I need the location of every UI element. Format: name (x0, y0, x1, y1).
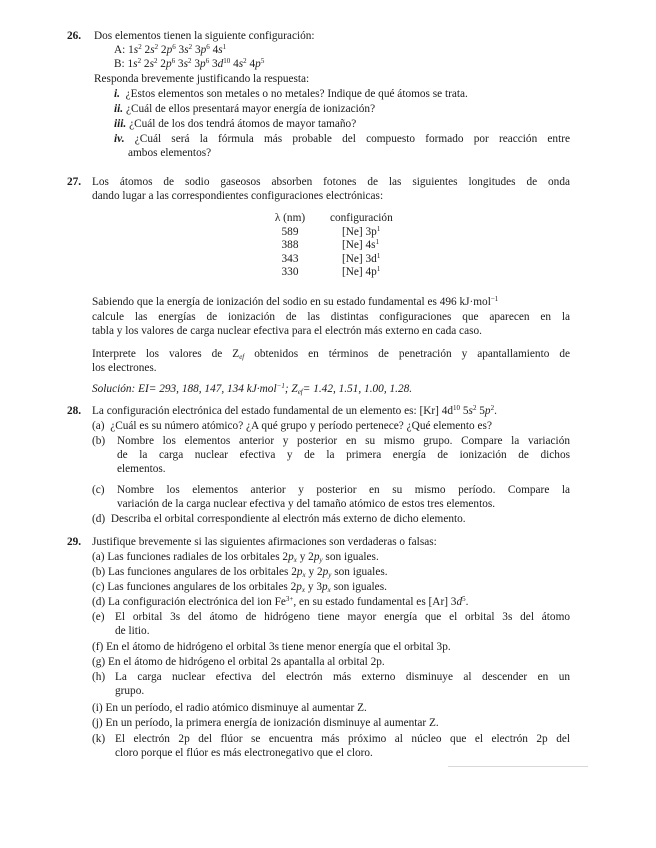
question-28-a: (a) ¿Cuál es su número atómico? ¿A qué grupo y período pertenece? ¿Qué elemento es? (92, 420, 492, 432)
question-29-e-line2: de litio. (115, 625, 150, 637)
table-header-config: configuración (330, 212, 393, 224)
question-27-para1-line1: Sabiendo que la energía de ionización del sodio en su estado fundamental es 496 kJ·mol$^{-1}$ (92, 295, 499, 308)
question-27-number: 27. (67, 176, 82, 188)
question-28-b-line2: de la carga nuclear efectiva y de la primera energía de ionización de dichos (117, 449, 570, 461)
table-row: 330 [Ne] $4p^1$ (281, 265, 381, 278)
question-28-c-line1: Nombre los elementos anterior y posterior en su mismo período. Compare la (117, 484, 570, 496)
question-29-e-label: (e) (92, 611, 105, 623)
question-29-stem: Justifique brevemente si las siguientes afirmaciones son verdaderas o falsas: (92, 536, 437, 548)
question-29-d: (d) La configuración electrónica del ion $Fe^{3+}$, en su estado fundamental es [Ar] $3d^5$. (92, 595, 469, 608)
question-26-number: 26. (67, 30, 82, 42)
table-header-lambda: λ (nm) (274, 212, 306, 224)
wavelength-table (260, 212, 432, 280)
question-28-b-line3: elementos. (117, 463, 166, 475)
question-28-number: 28. (67, 405, 82, 417)
config-b: B: $1s^2$ $2s^2$ $2p^6$ $3s^2$ $3p^6$ $3d^{10}$ $4s^2$ $4p^5$ (114, 57, 265, 70)
question-28-d: (d) Describa el orbital correspondiente al electrón más externo de dicho elemento. (92, 513, 466, 525)
question-29-k-line1: El electrón 2p del flúor se encuentra más próximo al núcleo que el electrón 2p del (115, 733, 570, 745)
question-29-j: (j) En un período, la primera energía de ionización disminuye al aumentar Z. (92, 717, 439, 729)
question-27-line1: Los átomos de sodio gaseosos absorben fotones de las siguientes longitudes de onda (92, 176, 570, 188)
table-row: 388 [Ne] $4s^1$ (281, 238, 380, 251)
question-27-solution: Solución: EI= 293, 188, 147, 134 kJ·mol$^{-1}$; $Z_{ef}= 1.42$, 1.51, 1.00, 1.28. (92, 382, 413, 396)
question-29-k-label: (k) (92, 733, 106, 745)
question-29-k-line2: cloro porque el flúor es más electronegativo que el cloro. (115, 747, 373, 759)
question-28-b-label: (b) (92, 435, 106, 447)
question-29-f: (f) En el átomo de hidrógeno el orbital 3s tiene menor energía que el orbital 3p. (92, 641, 451, 653)
table-row: 589 [Ne] $3p^1$ (281, 224, 381, 238)
question-26-respond: Responda brevemente justificando la respuesta: (94, 73, 310, 85)
question-28-b-line1: Nombre los elementos anterior y posterior en su mismo grupo. Compare la variación (117, 435, 570, 447)
question-29-h-line2: grupo. (115, 685, 145, 697)
question-26-item-iv-cont: ambos elementos? (128, 147, 212, 159)
question-26-stem: Dos elementos tienen la siguiente configuración: (94, 30, 315, 42)
question-26-item-iii: iii. ¿Cuál de los dos tendrá átomos de mayor tamaño? (114, 118, 357, 130)
question-29-h-line1: La carga nuclear efectiva del electrón más externo disminuye al descender en un (115, 671, 570, 683)
question-29-g: (g) En el átomo de hidrógeno el orbital 2s apantalla al orbital 2p. (92, 656, 385, 668)
question-27-para1-line3: tabla y los valores de carga nuclear efectiva para el electrón más externo en cada caso. (92, 325, 482, 337)
question-26-item-ii: ii. ¿Cuál de ellos presentará mayor energía de ionización? (114, 103, 376, 115)
question-26-item-iv: iv. ¿Cuál será la fórmula más probable del compuesto formado por reacción entre (114, 133, 570, 145)
question-27-para2-line1: Interprete los valores de $Z_{ef}$ obtenidos en términos de penetración y apantallamiento de (92, 348, 570, 361)
table-row: 343 [Ne] $3d^1$ (281, 251, 381, 265)
question-29-e-line1: El orbital 3s del átomo de hidrógeno tiene mayor energía que el orbital 3s del átomo (115, 611, 570, 623)
question-28-c-line2: variación de la carga nuclear efectiva y del tamaño atómico de estos tres elementos. (117, 498, 496, 510)
question-29-a: (a) Las funciones radiales de los orbitales $2p_x$ y $2p_y$ son iguales. (92, 551, 379, 564)
question-29-i: (i) En un período, el radio atómico disminuye al aumentar Z. (92, 702, 367, 714)
config-a: A: $1s^2$ $2s^2$ $2p^6$ $3s^2$ $3p^6$ $4s^1$ (114, 43, 227, 56)
question-29-b: (b) Las funciones angulares de los orbitales $2p_x$ y $2p_y$ son iguales. (92, 566, 388, 579)
table-header-row (260, 212, 432, 226)
question-27-para1-line2: calcule las energías de ionización de las distintas configuraciones que aparecen en la (92, 311, 570, 323)
question-28-stem: La configuración electrónica del estado fundamental de un elemento es: [Kr] $4d^{10}$ $5s^2$ $5p^2$. (92, 404, 497, 417)
question-29-number: 29. (67, 536, 82, 548)
question-29-c: (c) Las funciones angulares de los orbitales $2p_x$ y $3p_x$ son iguales. (92, 581, 387, 594)
question-27-para2-line2: los electrones. (92, 362, 157, 374)
question-29-h-label: (h) (92, 671, 106, 683)
question-28-c-label: (c) (92, 484, 105, 496)
question-27-line2: dando lugar a las correspondientes configuraciones electrónicas: (92, 190, 384, 202)
question-26-item-i: i. ¿Estos elementos son metales o no metales? Indique de qué átomos se trata. (114, 88, 468, 100)
footer-divider (448, 766, 588, 767)
